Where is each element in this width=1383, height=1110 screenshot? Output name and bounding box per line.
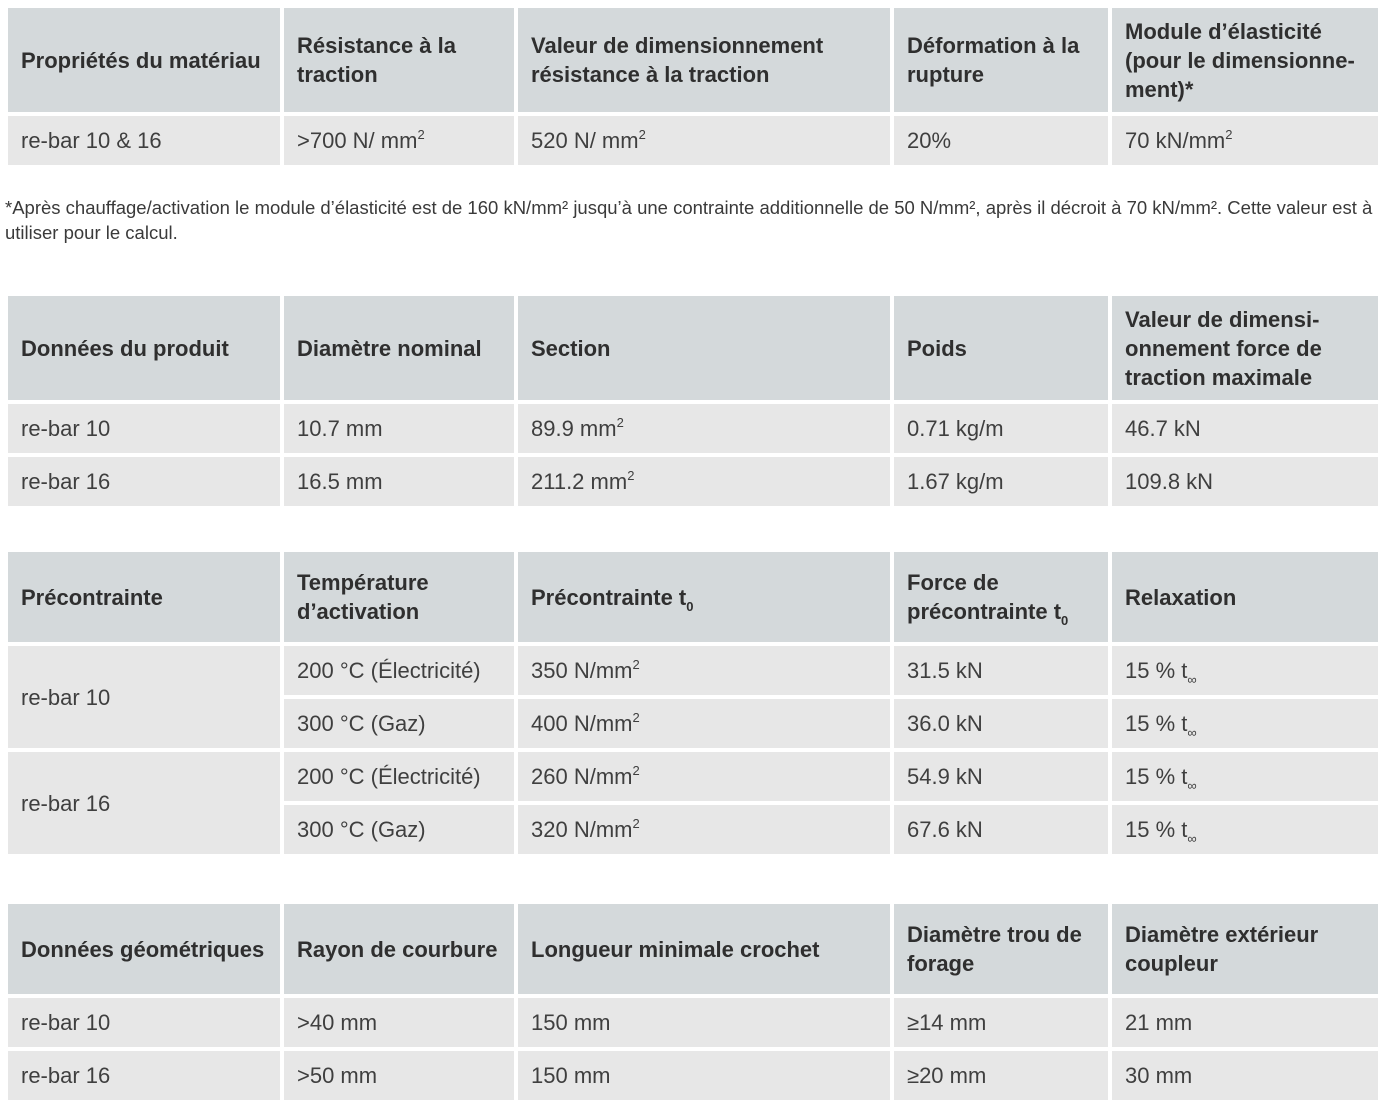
header-cell: Diamètre trou de forage [894, 904, 1108, 994]
header-cell: Résistance à la traction [284, 8, 514, 112]
header-cell: Déformation à la rupture [894, 8, 1108, 112]
temperature-cell: 300 °C (Gaz) [284, 699, 514, 748]
material-properties-table [4, 4, 1382, 169]
hook-length-cell: 150 mm [518, 1051, 890, 1100]
temperature-cell: 200 °C (Électricité) [284, 752, 514, 801]
header-cell: Module d’élasticité (pour le dimensionne-ment)* [1112, 8, 1378, 112]
table-row [8, 752, 1378, 801]
group-name-cell: re-bar 10 [8, 646, 280, 748]
force-cell: 36.0 kN [894, 699, 1108, 748]
material-name-cell: re-bar 10 & 16 [8, 116, 280, 165]
temperature-cell: 200 °C (Électricité) [284, 646, 514, 695]
hole-diameter-cell: ≥14 mm [894, 998, 1108, 1047]
footnote: *Après chauffage/activation le module d’élasticité est de 160 kN/mm² jusqu’à une contrainte additionnelle de 50 N/mm², après il décroit à 70 kN/mm². Cette valeur est à utiliser pour le calcul. [5, 197, 1373, 243]
table-row [8, 116, 1378, 165]
prestress-table [4, 548, 1382, 858]
product-data-table [4, 292, 1382, 510]
product-name-cell: re-bar 16 [8, 1051, 280, 1100]
force-cell: 46.7 kN [1112, 404, 1378, 453]
relaxation-cell: 15 % $t_\infty$ [1112, 752, 1378, 801]
section-cell: 211.2 $mm^2$ [518, 457, 890, 506]
header-row [8, 296, 1378, 400]
header-cell: Longueur minimale crochet [518, 904, 890, 994]
header-row [8, 904, 1378, 994]
header-cell: Données du produit [8, 296, 280, 400]
hole-diameter-cell: ≥20 mm [894, 1051, 1108, 1100]
header-cell: Relaxation [1112, 552, 1378, 642]
relaxation-cell: 15 % $t_\infty$ [1112, 646, 1378, 695]
force-cell: 31.5 kN [894, 646, 1108, 695]
table-row [8, 1051, 1378, 1100]
modulus-cell: 70 $kN/mm^2$ [1112, 116, 1378, 165]
radius-cell: >40 mm [284, 998, 514, 1047]
stress-cell: 350 $N/mm^2$ [518, 646, 890, 695]
stress-cell: 400 $N/mm^2$ [518, 699, 890, 748]
diameter-cell: 16.5 mm [284, 457, 514, 506]
product-name-cell: re-bar 10 [8, 404, 280, 453]
stress-cell: 320 $N/mm^2$ [518, 805, 890, 854]
hook-length-cell: 150 mm [518, 998, 890, 1047]
table-row [8, 457, 1378, 506]
tensile-strength-cell: >700 N/ $mm^2$ [284, 116, 514, 165]
header-cell: Diamètre nominal [284, 296, 514, 400]
header-row [8, 8, 1378, 112]
geometry-table [4, 900, 1382, 1104]
force-cell: 109.8 kN [1112, 457, 1378, 506]
table-row [8, 404, 1378, 453]
header-cell: Section [518, 296, 890, 400]
header-cell: Poids [894, 296, 1108, 400]
header-cell: Force de précontrainte $t_0$ [894, 552, 1108, 642]
radius-cell: >50 mm [284, 1051, 514, 1100]
header-cell: Précontrainte [8, 552, 280, 642]
header-cell: Propriétés du matériau [8, 8, 280, 112]
product-name-cell: re-bar 10 [8, 998, 280, 1047]
group-name-cell: re-bar 16 [8, 752, 280, 854]
header-cell: Valeur de dimensi-onnement force de traction maximale [1112, 296, 1378, 400]
product-name-cell: re-bar 16 [8, 457, 280, 506]
relaxation-cell: 15 % $t_\infty$ [1112, 699, 1378, 748]
force-cell: 54.9 kN [894, 752, 1108, 801]
section-cell: 89.9 $mm^2$ [518, 404, 890, 453]
weight-cell: 0.71 kg/m [894, 404, 1108, 453]
force-cell: 67.6 kN [894, 805, 1108, 854]
relaxation-cell: 15 % $t_\infty$ [1112, 805, 1378, 854]
header-cell: Valeur de dimensionnement résistance à la traction [518, 8, 890, 112]
coupler-diameter-cell: 21 mm [1112, 998, 1378, 1047]
table-row [8, 646, 1378, 695]
header-cell: Rayon de courbure [284, 904, 514, 994]
weight-cell: 1.67 kg/m [894, 457, 1108, 506]
header-row [8, 552, 1378, 642]
diameter-cell: 10.7 mm [284, 404, 514, 453]
header-cell: Diamètre extérieur coupleur [1112, 904, 1378, 994]
coupler-diameter-cell: 30 mm [1112, 1051, 1378, 1100]
header-cell: Données géométriques [8, 904, 280, 994]
header-cell: Température d’activation [284, 552, 514, 642]
stress-cell: 260 $N/mm^2$ [518, 752, 890, 801]
temperature-cell: 300 °C (Gaz) [284, 805, 514, 854]
design-value-cell: 520 N/ $mm^2$ [518, 116, 890, 165]
header-cell: Précontrainte $t_0$ [518, 552, 890, 642]
deformation-cell: 20% [894, 116, 1108, 165]
table-row [8, 998, 1378, 1047]
